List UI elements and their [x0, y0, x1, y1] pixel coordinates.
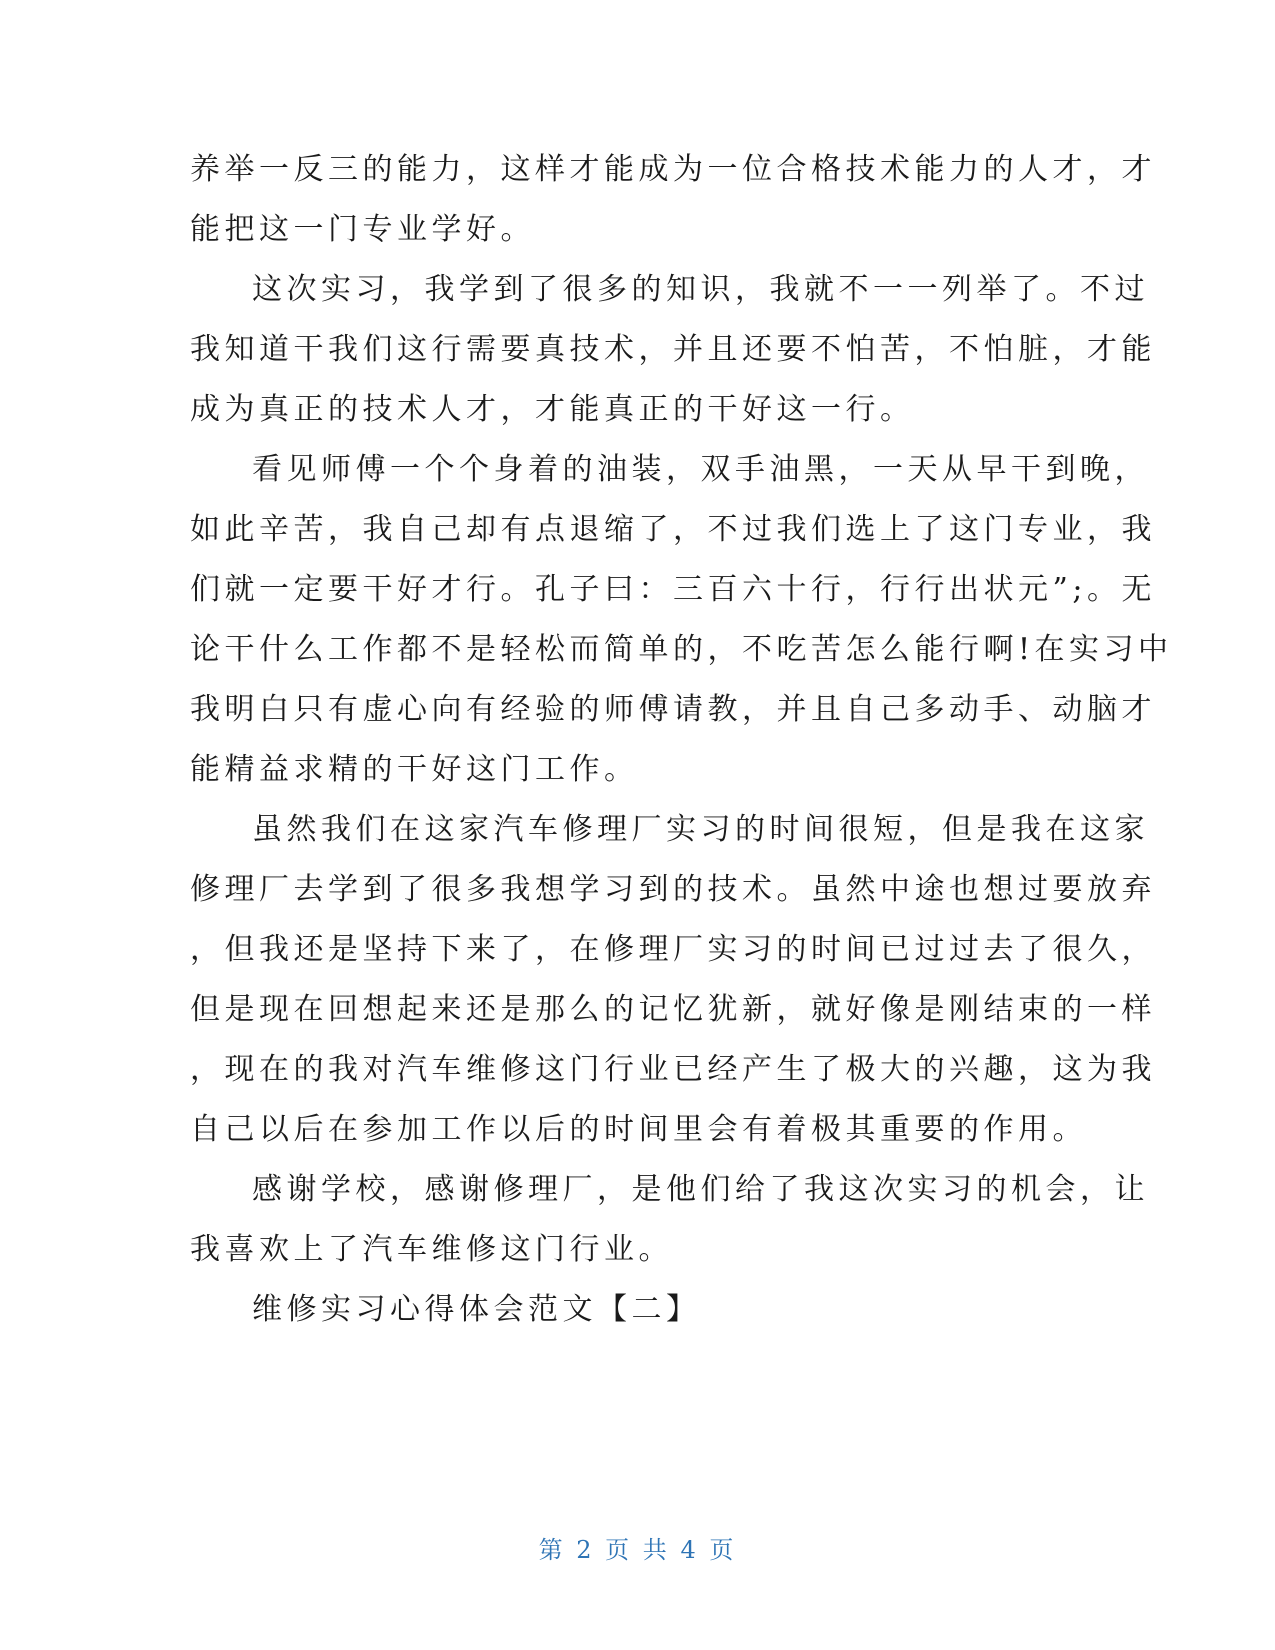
text-line: 养举一反三的能力，这样才能成为一位合格技术能力的人才，才 [190, 152, 1156, 187]
text-line: 但是现在回想起来还是那么的记忆犹新，就好像是刚结束的一样 [190, 992, 1156, 1027]
paragraph-start-line: 这次实习，我学到了很多的知识，我就不一一列举了。不过 [252, 272, 1149, 307]
text-line: 我明白只有虚心向有经验的师傅请教，并且自己多动手、动脑才 [190, 692, 1156, 727]
text-line: ，现在的我对汽车维修这门行业已经产生了极大的兴趣，这为我 [190, 1052, 1156, 1087]
text-line: 成为真正的技术人才，才能真正的干好这一行。 [190, 392, 915, 427]
text-line: 自己以后在参加工作以后的时间里会有着极其重要的作用。 [190, 1112, 1087, 1147]
text-line: 我知道干我们这行需要真技术，并且还要不怕苦，不怕脏，才能 [190, 332, 1156, 367]
text-line: 能把这一门专业学好。 [190, 212, 535, 247]
text-line: 能精益求精的干好这门工作。 [190, 752, 639, 787]
text-line: 论干什么工作都不是轻松而简单的，不吃苦怎么能行啊!在实习中 [190, 632, 1173, 667]
page-number-footer: 第 2 页 共 4 页 [538, 1536, 737, 1564]
paragraph-start-line: 虽然我们在这家汽车修理厂实习的时间很短，但是我在这家 [252, 812, 1149, 847]
paragraph-start-line: 看见师傅一个个身着的油装，双手油黑，一天从早干到晚， [252, 452, 1149, 487]
text-line: 如此辛苦，我自己却有点退缩了，不过我们选上了这门专业，我 [190, 512, 1156, 547]
paragraph-start-line: 感谢学校，感谢修理厂，是他们给了我这次实习的机会，让 [252, 1172, 1149, 1207]
text-line: 我喜欢上了汽车维修这门行业。 [190, 1232, 673, 1267]
section-heading: 维修实习心得体会范文【二】 [252, 1292, 701, 1327]
text-line: ，但我还是坚持下来了，在修理厂实习的时间已过过去了很久， [190, 932, 1156, 967]
text-line: 们就一定要干好才行。孔子曰：三百六十行，行行出状元”;。无 [190, 572, 1156, 607]
document-body [190, 140, 1173, 1340]
text-line: 修理厂去学到了很多我想学习到的技术。虽然中途也想过要放弃 [190, 872, 1156, 907]
